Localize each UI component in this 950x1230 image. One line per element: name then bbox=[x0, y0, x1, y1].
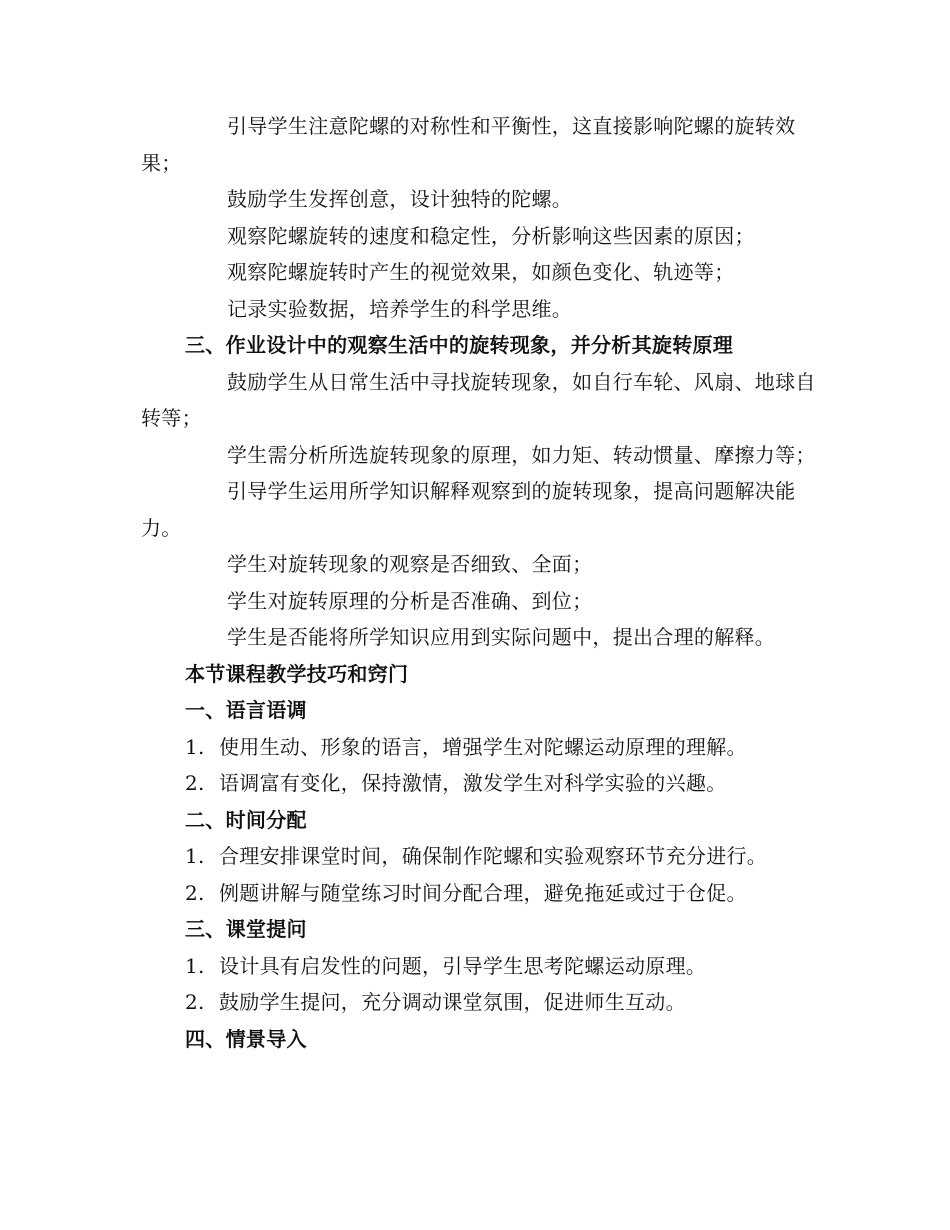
paragraph: 引导学生注意陀螺的对称性和平衡性，这直接影响陀螺的旋转效果； bbox=[141, 114, 796, 175]
list-number: 2. bbox=[185, 990, 205, 1014]
paragraph: 观察陀螺旋转时产生的视觉效果，如颜色变化、轨迹等； bbox=[227, 260, 735, 284]
subsection-heading: 一、语言语调 bbox=[185, 698, 307, 722]
paragraph: 观察陀螺旋转的速度和稳定性，分析影响这些因素的原因； bbox=[227, 223, 755, 248]
paragraph: 学生对旋转原理的分析是否准确、到位； bbox=[227, 588, 593, 613]
list-text: 设计具有启发性的问题，引导学生思考陀螺运动原理。 bbox=[219, 953, 707, 978]
list-item bbox=[141, 838, 816, 875]
document-body bbox=[141, 108, 816, 1057]
list-number: 1. bbox=[185, 734, 205, 759]
paragraph: 鼓励学生发挥创意，设计独特的陀螺。 bbox=[227, 187, 573, 211]
section-heading: 本节课程教学技巧和窍门 bbox=[185, 661, 409, 686]
list-number: 1. bbox=[185, 844, 205, 868]
list-number: 1. bbox=[185, 953, 205, 978]
subsection-heading: 二、时间分配 bbox=[185, 807, 307, 832]
list-text: 合理安排课堂时间，确保制作陀螺和实验观察环节充分进行。 bbox=[219, 844, 768, 868]
list-number: 2. bbox=[185, 880, 205, 905]
list-item bbox=[141, 875, 816, 912]
list-text: 例题讲解与随堂练习时间分配合理，避免拖延或过于仓促。 bbox=[219, 880, 747, 905]
paragraph: 记录实验数据，培养学生的科学思维。 bbox=[227, 296, 573, 321]
list-number: 2. bbox=[185, 771, 205, 795]
subsection-heading: 三、课堂提问 bbox=[185, 917, 307, 941]
paragraph: 学生对旋转现象的观察是否细致、全面； bbox=[227, 552, 593, 576]
paragraph: 引导学生运用所学知识解释观察到的旋转现象，提高问题解决能力。 bbox=[141, 479, 796, 540]
list-item bbox=[141, 948, 816, 985]
paragraph: 学生是否能将所学知识应用到实际问题中，提出合理的解释。 bbox=[227, 625, 776, 649]
list-text: 鼓励学生提问，充分调动课堂氛围，促进师生互动。 bbox=[219, 990, 686, 1014]
paragraph: 鼓励学生从日常生活中寻找旋转现象，如自行车轮、风扇、地球自转等； bbox=[141, 369, 816, 430]
list-text: 语调富有变化，保持激情，激发学生对科学实验的兴趣。 bbox=[219, 771, 727, 795]
list-item bbox=[141, 765, 816, 802]
list-item bbox=[141, 729, 816, 766]
paragraph: 学生需分析所选旋转现象的原理，如力矩、转动惯量、摩擦力等； bbox=[227, 442, 816, 467]
section-heading: 三、作业设计中的观察生活中的旋转现象，并分析其旋转原理 bbox=[185, 333, 734, 357]
list-item bbox=[141, 984, 816, 1021]
list-text: 使用生动、形象的语言，增强学生对陀螺运动原理的理解。 bbox=[219, 734, 747, 759]
subsection-heading: 四、情景导入 bbox=[185, 1026, 307, 1051]
